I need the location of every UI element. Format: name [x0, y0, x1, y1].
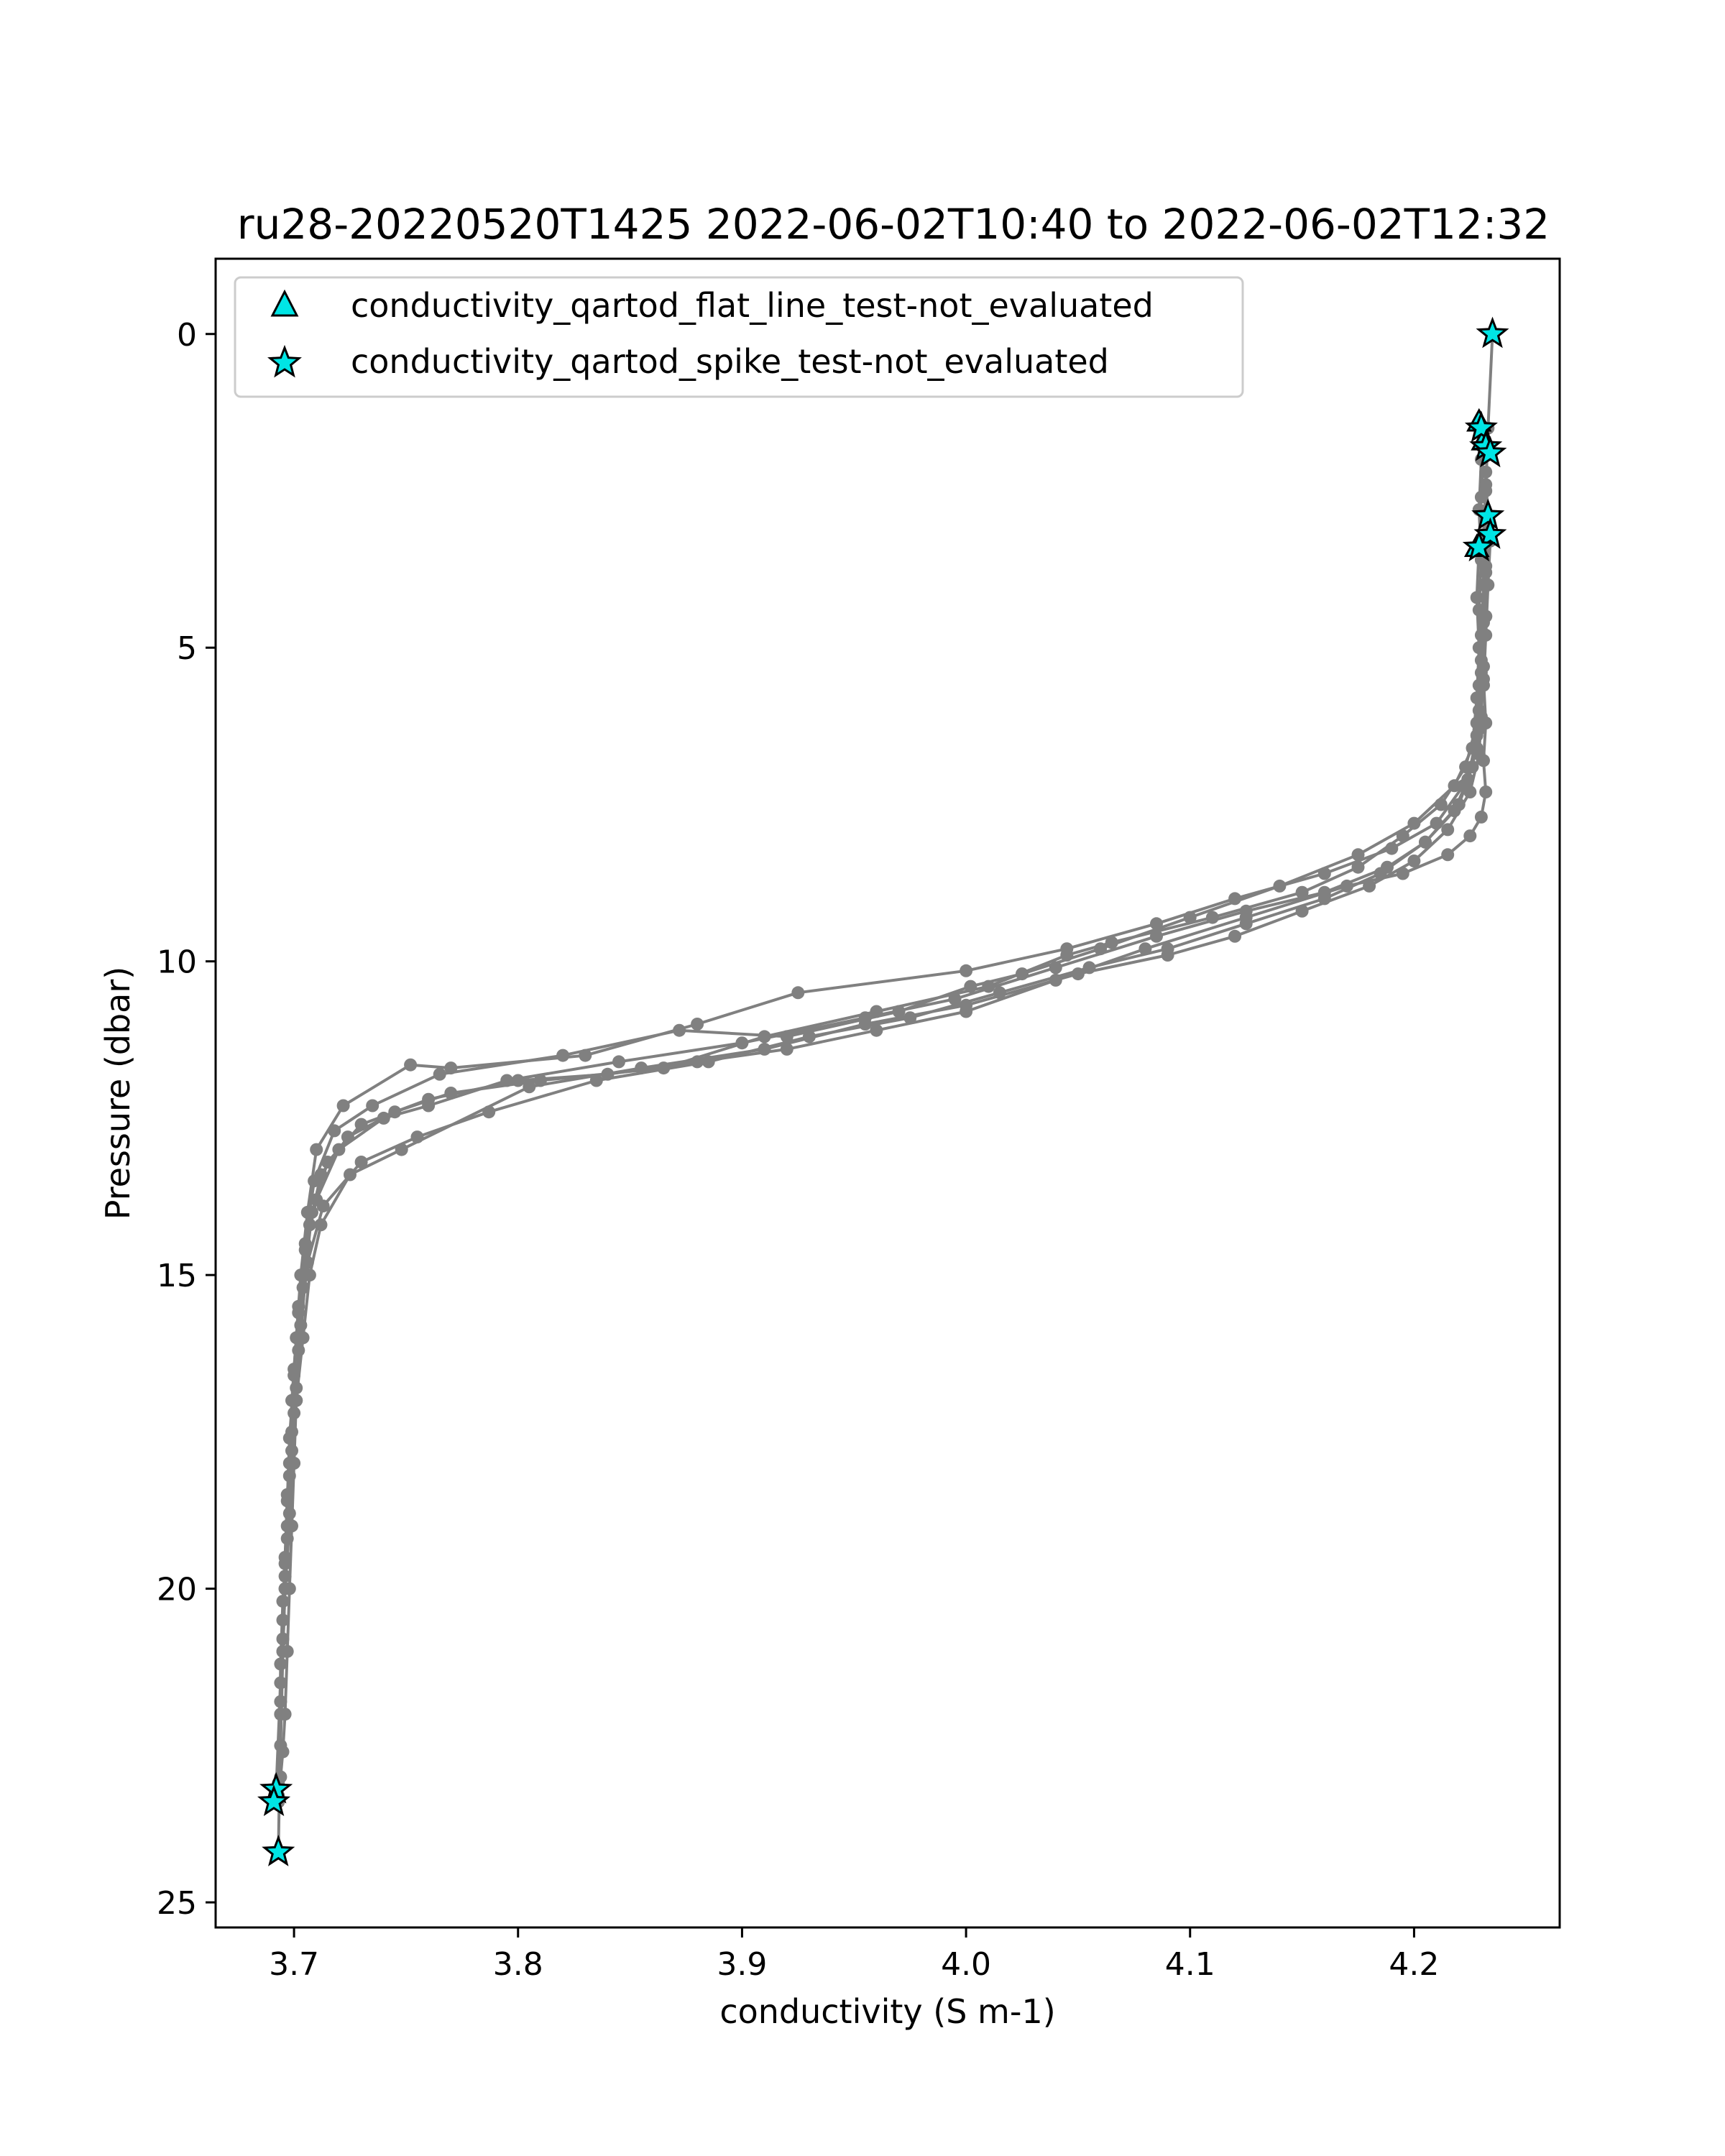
data-point — [949, 992, 962, 1005]
data-point — [859, 1011, 872, 1024]
y-axis-label: Pressure (dbar) — [98, 966, 137, 1220]
data-point — [1477, 579, 1490, 591]
data-point — [1479, 786, 1492, 798]
data-point — [1162, 949, 1174, 962]
data-point — [691, 1018, 704, 1031]
legend-label-spike: conductivity_qartod_spike_test-not_evaluated — [351, 342, 1109, 381]
data-point — [315, 1218, 328, 1231]
data-point — [1471, 729, 1484, 742]
data-point — [1475, 811, 1488, 824]
data-point — [1407, 854, 1420, 867]
data-point — [1049, 961, 1062, 974]
data-point — [283, 1432, 296, 1445]
data-point — [1363, 880, 1376, 893]
data-point — [523, 1080, 535, 1093]
data-point — [1419, 836, 1432, 849]
data-point — [279, 1557, 292, 1570]
data-point — [673, 1024, 686, 1037]
data-point — [735, 1036, 748, 1049]
data-point — [1240, 917, 1253, 930]
x-tick-label: 4.0 — [941, 1946, 992, 1983]
data-point — [344, 1169, 356, 1181]
data-point — [299, 1243, 312, 1256]
data-point — [1463, 829, 1476, 842]
data-point — [377, 1112, 390, 1125]
data-point — [433, 1068, 446, 1081]
x-tick-label: 4.1 — [1164, 1946, 1215, 1983]
x-tick-label: 3.9 — [717, 1946, 768, 1983]
data-point — [303, 1268, 316, 1281]
data-point — [337, 1100, 350, 1112]
data-point — [310, 1193, 323, 1206]
data-point — [366, 1100, 379, 1112]
data-point — [422, 1100, 435, 1112]
legend-label-flat-line: conductivity_qartod_flat_line_test-not_evaluated — [351, 286, 1154, 325]
y-tick-label: 10 — [157, 944, 197, 981]
data-point — [635, 1061, 648, 1074]
data-point — [791, 986, 804, 999]
data-point — [310, 1143, 323, 1156]
chart-title: ru28-20220520T1425 2022-06-02T10:40 to 2022-06-02T12:32 — [236, 200, 1550, 249]
data-point — [1397, 829, 1409, 842]
x-tick-label: 3.8 — [492, 1946, 543, 1983]
data-point — [1479, 466, 1492, 479]
data-point — [612, 1055, 625, 1068]
data-point — [281, 1494, 294, 1507]
y-tick-label: 0 — [177, 316, 197, 354]
data-point — [1475, 629, 1488, 642]
legend — [235, 277, 1243, 397]
y-tick-label: 5 — [177, 630, 197, 668]
x-tick-label: 4.2 — [1389, 1946, 1440, 1983]
data-point — [1479, 478, 1492, 491]
data-point — [1318, 886, 1331, 899]
data-point — [1352, 848, 1365, 861]
data-point — [1441, 823, 1454, 836]
data-point — [328, 1124, 341, 1137]
data-point — [1296, 905, 1309, 918]
data-point — [1448, 804, 1461, 817]
data-point — [1060, 949, 1073, 962]
x-tick-label: 3.7 — [269, 1946, 320, 1983]
data-point — [297, 1331, 310, 1344]
data-point — [404, 1059, 417, 1072]
y-tick-label: 20 — [157, 1571, 197, 1608]
data-point — [556, 1049, 569, 1062]
data-point — [1352, 861, 1365, 874]
x-axis-label: conductivity (S m-1) — [719, 1992, 1056, 2031]
data-point — [1150, 930, 1163, 943]
data-point — [1473, 679, 1486, 692]
data-point — [960, 999, 972, 1012]
data-point — [332, 1143, 345, 1156]
data-point — [1240, 905, 1253, 918]
data-point — [395, 1143, 408, 1156]
data-point — [1105, 936, 1118, 949]
data-point — [288, 1369, 300, 1382]
data-point — [500, 1074, 513, 1087]
data-point — [1072, 967, 1085, 980]
data-point — [758, 1043, 771, 1056]
data-point — [292, 1307, 305, 1319]
y-tick-label: 15 — [157, 1258, 197, 1295]
data-point — [1273, 880, 1286, 893]
data-point — [1228, 930, 1241, 943]
data-point — [1441, 848, 1454, 861]
data-point — [1381, 861, 1394, 874]
data-point — [1461, 773, 1474, 786]
data-point — [1435, 798, 1448, 811]
data-point — [274, 1739, 287, 1752]
data-point — [1479, 560, 1492, 573]
data-point — [960, 964, 972, 977]
y-tick-label: 25 — [157, 1885, 197, 1922]
